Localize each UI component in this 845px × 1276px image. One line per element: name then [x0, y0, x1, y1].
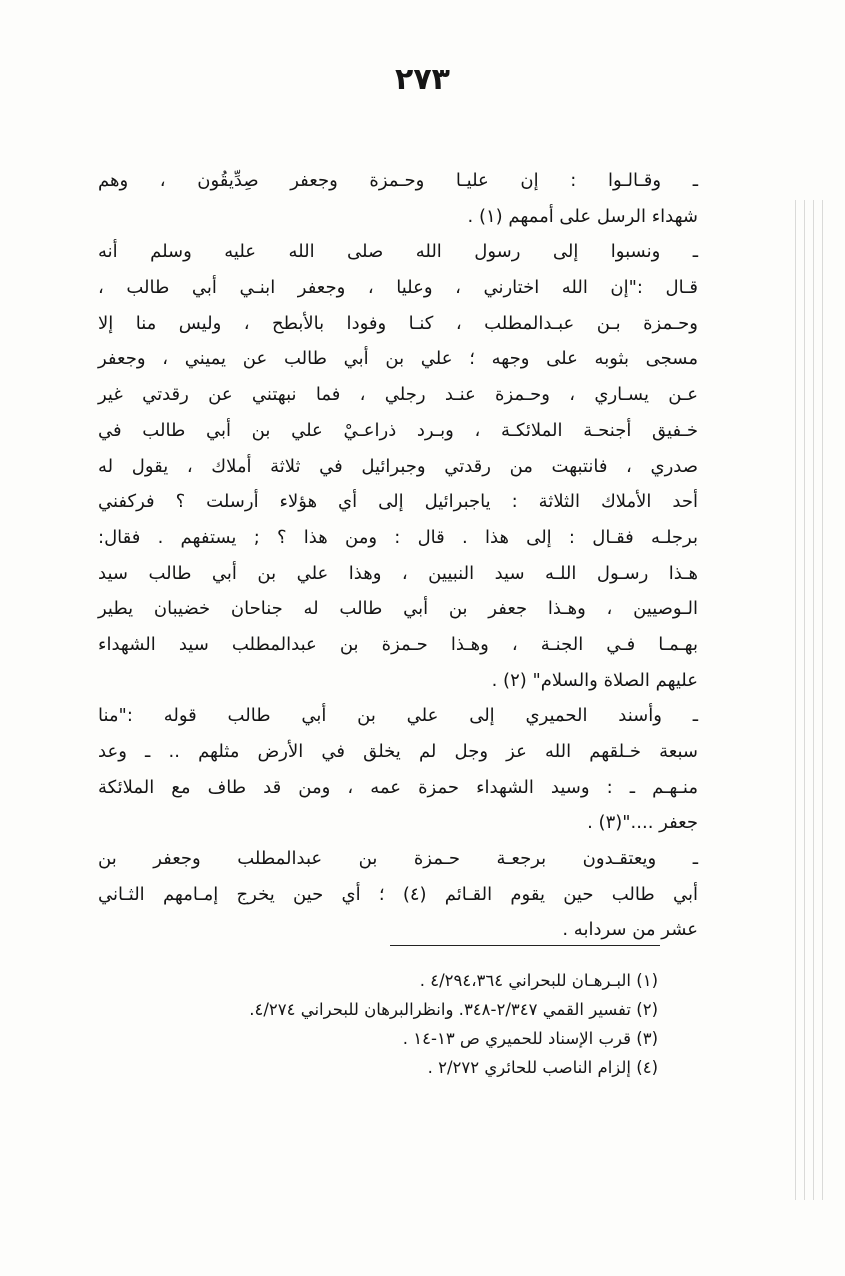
text-line: أبي طالب حين يقوم القـائم (٤) ؛ أي حين يخرج إمـامهم الثـاني: [98, 883, 698, 905]
footnote: (٢) تفسير القمي ٢/٣٤٧-٣٤٨. وانظرالبرهان للبحراني ٤/٢٧٤.: [249, 1000, 658, 1019]
text-line: هـذا رسـول اللـه سيد النبيين ، وهذا علي بن أبي طالب سيد: [98, 562, 698, 584]
text-line: برجلـه فقـال : إلى هذا . قال : ومن هذا ؟ ; يستفهم . فقال:: [98, 526, 698, 548]
text-line: سبعة خـلقهم الله عز وجل لم يخلق في الأرض مثلهم .. ـ وعد: [98, 741, 698, 762]
text-line: عـن يسـاري ، وحـمزة عنـد رجلي ، فما نبهتني عن رقدتي غير: [98, 384, 698, 406]
footnote: (٤) إلزام الناصب للحائري ٢/٢٧٢ .: [427, 1058, 658, 1077]
text-line: عشر من سردابه .: [562, 919, 698, 941]
text-line: ـ وأسند الحميري إلى علي بن أبي طالب قوله :"منا: [98, 705, 698, 727]
text-line: خـفيق أجنحـة الملائكـة ، وبـرد ذراعـيْ علي بن أبي طالب في: [98, 419, 698, 441]
footnotes: [98, 966, 658, 1082]
page-number: ٢٧٣: [395, 62, 450, 97]
text-line: قـال :"إن الله اختارني ، وعليا ، وجعفر ابنـي أبي طالب ،: [98, 277, 698, 299]
footnote: (٣) قرب الإسناد للحميري ص ١٣-١٤ .: [402, 1029, 658, 1048]
text-line: أحد الأملاك الثلاثة : ياجبرائيل إلى أي هؤلاء أرسلت ؟ فركفني: [98, 491, 698, 513]
text-line: شهداء الرسل على أممهم (١) .: [467, 205, 698, 227]
text-line: وحـمزة بـن عبـدالمطلب ، كنـا وفودا بالأبطح ، وليس منا إلا: [98, 312, 698, 334]
text-line: عليهم الصلاة والسلام" (٢) .: [491, 669, 698, 691]
text-line: ـ وقـالـوا : إن عليـا وحـمزة وجعفر صِدِّيقُون ، وهم: [98, 170, 698, 191]
text-line: ـ ونسبوا إلى رسول الله صلى الله عليه وسلم أنه: [98, 241, 698, 263]
scan-edge-artifact: [790, 200, 830, 1200]
text-line: منـهـم ـ : وسيد الشهداء حمزة عمه ، ومن قد طاف مع الملائكة: [98, 776, 698, 798]
text-line: ـ ويعتقـدون برجعـة حـمزة بن عبدالمطلب وجعفر بن: [98, 848, 698, 870]
text-line: الـوصيين ، وهـذا جعفر بن أبي طالب له جناحان خضيبان يطير: [98, 598, 698, 620]
text-line: مسجى بثوبه على وجهه ؛ علي بن أبي طالب عن يميني ، وجعفر: [98, 348, 698, 370]
text-line: صدري ، فانتبهت من رقدتي وجبرائيل في ثلاثة أملاك ، يقول له: [98, 455, 698, 477]
footnote: (١) البـرهـان للبحراني ٤/٢٩٤،٣٦٤ .: [419, 971, 658, 990]
text-line: جعفر ...."(٣) .: [587, 812, 698, 834]
footnote-separator: [390, 945, 660, 946]
body-text: [98, 163, 698, 948]
text-line: بهـمـا فـي الجنـة ، وهـذا حـمزة بن عبدالمطلب سيد الشهداء: [98, 633, 698, 655]
